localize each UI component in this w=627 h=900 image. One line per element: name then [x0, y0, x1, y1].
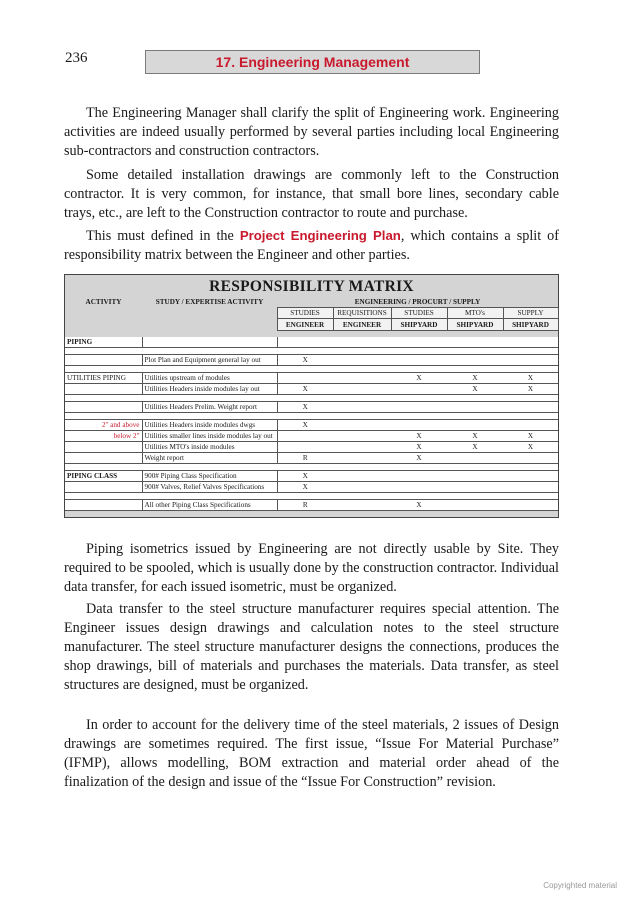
study-cell: 900# Piping Class Specification: [142, 471, 277, 482]
page-number: 236: [65, 50, 88, 66]
copyright-notice: Copyrighted material: [543, 881, 617, 890]
study-cell: Utilities Headers inside modules lay out: [142, 384, 277, 395]
matrix-row: [65, 453, 558, 464]
responsibility-cell: [333, 453, 391, 464]
subheader-cell: STUDIES: [391, 308, 447, 319]
subheader-cell: STUDIES: [277, 308, 333, 319]
matrix-spacer-row: [65, 464, 558, 471]
responsibility-cell: X: [277, 402, 333, 413]
size-note: below 2": [65, 431, 142, 442]
responsibility-cell: [503, 482, 558, 493]
responsibility-cell: R: [277, 453, 333, 464]
party-cell: SHIPYARD: [447, 319, 503, 331]
responsibility-cell: [333, 337, 391, 348]
responsibility-cell: X: [503, 384, 558, 395]
responsibility-cell: [391, 420, 447, 431]
matrix-table: [65, 297, 559, 511]
responsibility-cell: [447, 500, 503, 511]
responsibility-cell: [391, 482, 447, 493]
responsibility-cell: [447, 471, 503, 482]
study-header: STUDY / EXPERTISE ACTIVITY: [155, 298, 264, 307]
responsibility-cell: [503, 471, 558, 482]
responsibility-cell: X: [447, 384, 503, 395]
responsibility-cell: [503, 402, 558, 413]
responsibility-cell: [447, 402, 503, 413]
matrix-row: [65, 355, 558, 366]
subheader-cell: SUPPLY: [503, 308, 558, 319]
subheader-cell: REQUISITIONS: [333, 308, 391, 319]
study-cell: All other Piping Class Specifications: [142, 500, 277, 511]
responsibility-cell: [447, 355, 503, 366]
responsibility-cell: [333, 355, 391, 366]
matrix-spacer-row: [65, 366, 558, 373]
activity-cell: [65, 482, 142, 493]
matrix-row: [65, 337, 558, 348]
activity-cell: [65, 355, 142, 366]
responsibility-cell: [391, 471, 447, 482]
size-note: 2" and above: [65, 420, 142, 431]
party-cell: SHIPYARD: [391, 319, 447, 331]
responsibility-cell: X: [277, 384, 333, 395]
responsibility-cell: X: [391, 373, 447, 384]
study-cell: [142, 337, 277, 348]
matrix-spacer-row: [65, 395, 558, 402]
activity-header: ACTIVITY: [85, 298, 122, 307]
responsibility-cell: [503, 355, 558, 366]
responsibility-cell: [333, 373, 391, 384]
responsibility-cell: [333, 431, 391, 442]
responsibility-cell: [447, 420, 503, 431]
responsibility-cell: R: [277, 500, 333, 511]
matrix-row: [65, 373, 558, 384]
study-cell: Weight report: [142, 453, 277, 464]
responsibility-cell: [277, 373, 333, 384]
chapter-title: [145, 50, 480, 74]
responsibility-cell: X: [503, 373, 558, 384]
matrix-row: [65, 471, 558, 482]
responsibility-cell: [447, 482, 503, 493]
paragraph-3-end: , which contains a split of responsibility matrix between the Engineer and other parties.: [64, 228, 559, 263]
matrix-spacer-row: [65, 413, 558, 420]
activity-cell: PIPING CLASS: [65, 471, 142, 482]
study-cell: 900# Valves, Relief Valves Specifications: [142, 482, 277, 493]
responsibility-cell: [391, 337, 447, 348]
responsibility-cell: [391, 402, 447, 413]
matrix-row: [65, 500, 558, 511]
paragraph-3-start: This must defined in the: [86, 228, 240, 244]
activity-cell: [65, 402, 142, 413]
responsibility-cell: X: [447, 373, 503, 384]
activity-cell: [65, 384, 142, 395]
responsibility-cell: X: [391, 431, 447, 442]
party-cell: ENGINEER: [277, 319, 333, 331]
group-header: ENGINEERING / PROCURT / SUPPLY: [354, 298, 481, 306]
responsibility-cell: [333, 402, 391, 413]
responsibility-cell: [503, 420, 558, 431]
paragraph-2: Some detailed installation drawings are commonly left to the Construction contractor. It is very common, for instance, that small bore lines, secondary cable trays, etc., are left to the Construction contractor to route and purchase.: [64, 167, 559, 221]
responsibility-cell: X: [503, 442, 558, 453]
responsibility-cell: [333, 420, 391, 431]
paragraph-5: Data transfer to the steel structure manufacturer requires special attention. The Engineer issues design drawings and calculation notes to the steel structure manufacturer. The steel structure manufacturer designs the connections, produces the shop drawings, bill of materials and purchases the materials. Data transfer, as steel structures are designed, must be organized.: [64, 601, 559, 693]
responsibility-cell: X: [391, 453, 447, 464]
paragraph-1: The Engineering Manager shall clarify the split of Engineering work. Engineering activities are indeed usually performed by several parties including local Engineering sub-contractors and construction contractors.: [64, 105, 559, 159]
activity-cell: PIPING: [65, 337, 142, 348]
chapter-title-text: 17. Engineering Management: [215, 54, 410, 70]
paragraph-3: [64, 226, 559, 265]
matrix-row: [65, 482, 558, 493]
responsibility-cell: [333, 442, 391, 453]
activity-cell: [65, 442, 142, 453]
study-cell: Utilities MTO's inside modules: [142, 442, 277, 453]
matrix-row: [65, 420, 558, 431]
matrix-body: [65, 337, 558, 511]
activity-cell: [65, 453, 142, 464]
paragraph-4: Piping isometrics issued by Engineering are not directly usable by Site. They required to be spooled, which is usually done by the construction contractor. Individual data transfer, for each issued isometric, must be organized.: [64, 541, 559, 595]
responsibility-cell: [277, 442, 333, 453]
matrix-row: [65, 431, 558, 442]
responsibility-cell: X: [447, 431, 503, 442]
responsibility-cell: [391, 355, 447, 366]
responsibility-cell: [277, 431, 333, 442]
party-cell: SHIPYARD: [503, 319, 558, 331]
responsibility-cell: X: [391, 500, 447, 511]
matrix-header-row: [65, 297, 558, 308]
responsibility-cell: X: [277, 471, 333, 482]
matrix-row: [65, 442, 558, 453]
party-cell: ENGINEER: [333, 319, 391, 331]
responsibility-cell: X: [277, 482, 333, 493]
responsibility-cell: [391, 384, 447, 395]
study-cell: Utilities Headers inside modules dwgs: [142, 420, 277, 431]
responsibility-cell: [333, 471, 391, 482]
study-cell: Plot Plan and Equipment general lay out: [142, 355, 277, 366]
matrix-party-row: [65, 319, 558, 331]
responsibility-cell: [447, 337, 503, 348]
responsibility-cell: [333, 500, 391, 511]
responsibility-cell: [503, 337, 558, 348]
responsibility-cell: [447, 453, 503, 464]
responsibility-cell: [333, 384, 391, 395]
study-cell: Utilities upstream of modules: [142, 373, 277, 384]
matrix-row: [65, 384, 558, 395]
matrix-subheader-row: [65, 308, 558, 319]
matrix-title: RESPONSIBILITY MATRIX: [209, 278, 414, 295]
responsibility-cell: X: [277, 420, 333, 431]
responsibility-cell: [333, 482, 391, 493]
responsibility-cell: X: [447, 442, 503, 453]
matrix-spacer-row: [65, 493, 558, 500]
responsibility-cell: X: [391, 442, 447, 453]
activity-cell: [65, 500, 142, 511]
responsibility-cell: [503, 453, 558, 464]
matrix-spacer-row: [65, 348, 558, 355]
responsibility-cell: [503, 500, 558, 511]
responsibility-cell: X: [277, 355, 333, 366]
study-cell: Utilities Headers Prelim. Weight report: [142, 402, 277, 413]
matrix-row: [65, 402, 558, 413]
responsibility-cell: X: [503, 431, 558, 442]
paragraph-6: In order to account for the delivery time of the steel materials, 2 issues of Design drawings are sometimes required. The first issue, “Issue For Material Purchase” (IFMP), allows modelling, BOM extraction and material order ahead of the finalization of the design and issue of the “Issue For Construction” revision.: [64, 717, 559, 790]
subheader-cell: MTO's: [447, 308, 503, 319]
project-engineering-plan-link: Project Engineering Plan: [239, 228, 401, 243]
responsibility-matrix: [64, 274, 559, 518]
activity-cell: UTILITIES PIPING: [65, 373, 142, 384]
study-cell: Utilities smaller lines inside modules lay out: [142, 431, 277, 442]
responsibility-cell: [277, 337, 333, 348]
